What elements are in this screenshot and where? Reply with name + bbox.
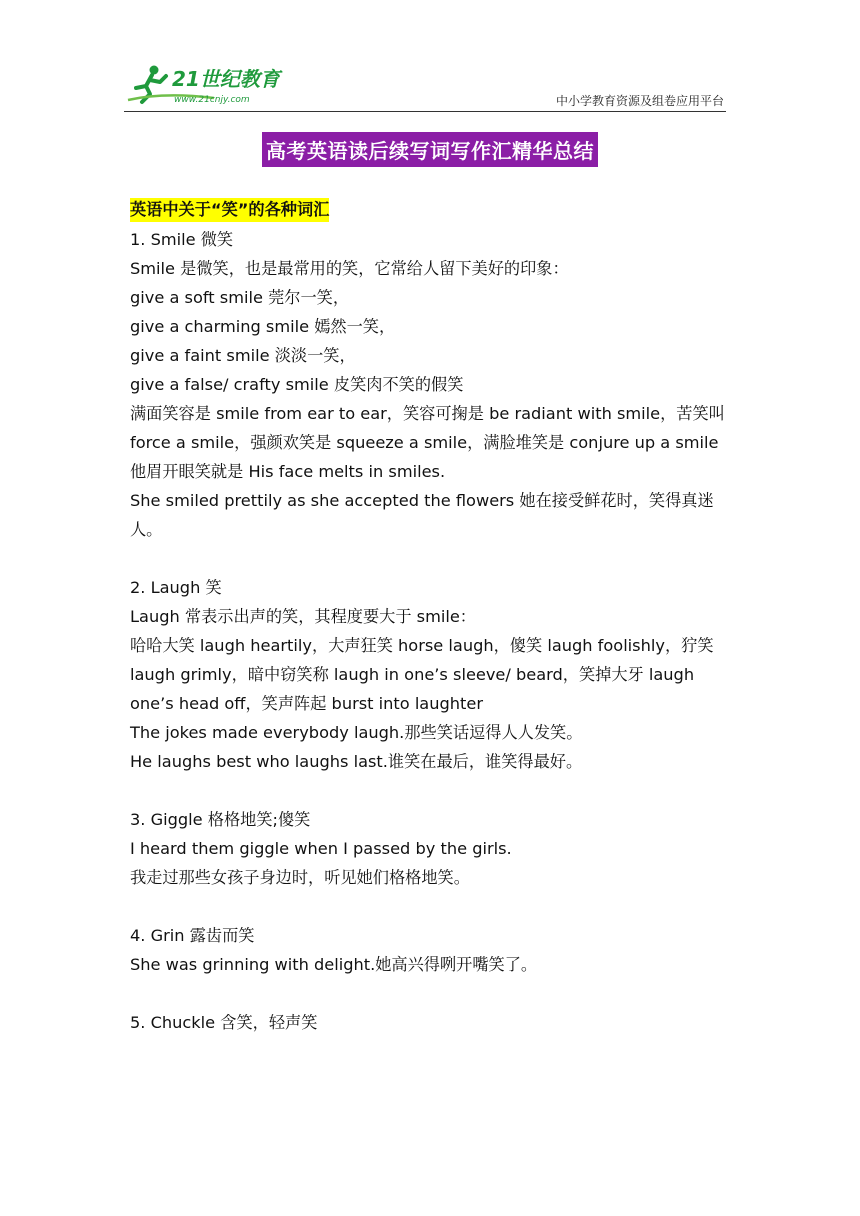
giggle-line-2: 我走过那些女孩子身边时，听见她们格格地笑。 xyxy=(130,868,470,887)
smile-line-1: give a soft smile 莞尔一笑， xyxy=(130,288,350,307)
spacer xyxy=(130,979,730,1008)
title-container xyxy=(0,132,860,167)
section-heading: 英语中关于“笑”的各种词汇 xyxy=(130,198,329,222)
header-divider xyxy=(124,111,726,112)
laugh-intro: Laugh 常表示出声的笑，其程度要大于 smile： xyxy=(130,607,476,626)
smile-line-3: give a faint smile 淡淡一笑， xyxy=(130,346,356,365)
site-logo xyxy=(124,62,294,106)
svg-text:www.21cnjy.com: www.21cnjy.com xyxy=(174,95,250,105)
document-title: 高考英语读后续写词写作汇精华总结 xyxy=(262,132,598,167)
svg-text:21世纪教育: 21世纪教育 xyxy=(172,67,280,91)
smile-line-2: give a charming smile 嫣然一笑， xyxy=(130,317,396,336)
spacer xyxy=(130,892,730,921)
smile-heading: 1. Smile 微笑 xyxy=(130,230,234,249)
grin-line-1: She was grinning with delight.她高兴得咧开嘴笑了。 xyxy=(130,955,538,974)
laugh-line-2: The jokes made everybody laugh.那些笑话逗得人人发笑。 xyxy=(130,723,583,742)
smile-line-6: 他眉开眼笑就是 His face melts in smiles. xyxy=(130,462,446,481)
giggle-line-1: I heard them giggle when I passed by the girls. xyxy=(130,839,512,858)
smile-line-4: give a false/ crafty smile 皮笑肉不笑的假笑 xyxy=(130,375,464,394)
chuckle-heading: 5. Chuckle 含笑，轻声笑 xyxy=(130,1013,318,1032)
laugh-heading: 2. Laugh 笑 xyxy=(130,578,222,597)
laugh-line-3: He laughs best who laughs last.谁笑在最后，谁笑得最好。 xyxy=(130,752,583,771)
smile-intro: Smile 是微笑，也是最常用的笑，它常给人留下美好的印象： xyxy=(130,259,569,278)
document-body xyxy=(130,195,730,1037)
grin-heading: 4. Grin 露齿而笑 xyxy=(130,926,255,945)
platform-name: 中小学教育资源及组卷应用平台 xyxy=(555,94,724,108)
laugh-line-1: 哈哈大笑 laugh heartily，大声狂笑 horse laugh，傻笑 laugh foolishly，狞笑 laugh grimly，暗中窃笑称 laugh in one’s sleeve/ beard，笑掉大牙 laugh one’s head off，笑声阵起 burst into laughter xyxy=(130,636,714,713)
smile-line-5: 满面笑容是 smile from ear to ear，笑容可掬是 be radiant with smile，苦笑叫 force a smile，强颜欢笑是 squeeze a smile，满脸堆笑是 conjure up a smile xyxy=(130,404,725,452)
giggle-heading: 3. Giggle 格格地笑;傻笑 xyxy=(130,810,311,829)
smile-line-7: She smiled prettily as she accepted the flowers 她在接受鲜花时，笑得真迷人。 xyxy=(130,491,714,539)
spacer xyxy=(130,776,730,805)
page-header xyxy=(124,58,726,112)
spacer xyxy=(130,544,730,573)
